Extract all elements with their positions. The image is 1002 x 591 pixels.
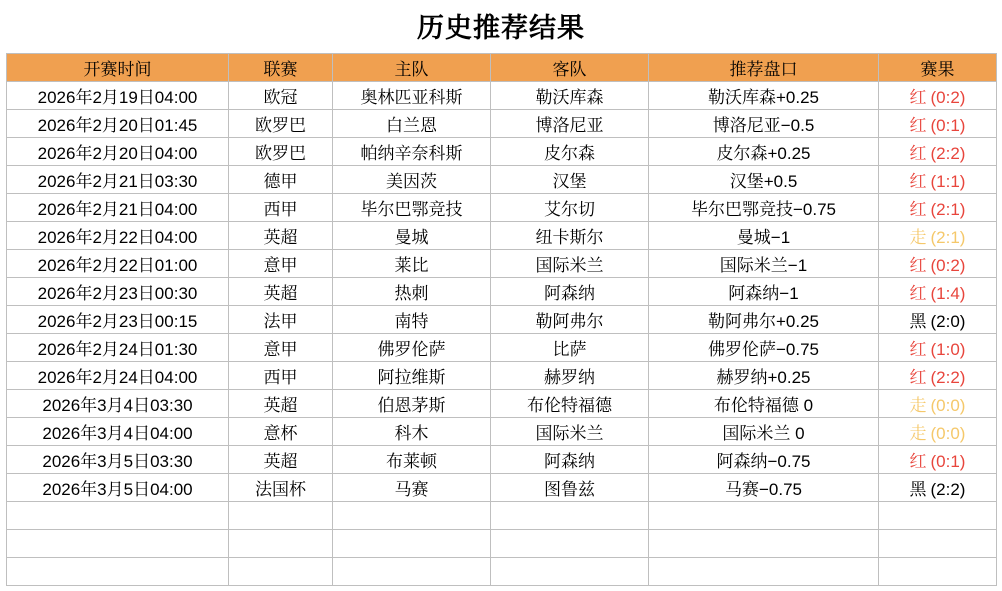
empty-cell[interactable] — [649, 502, 879, 530]
result-score: (2:2) — [930, 480, 966, 499]
empty-row — [7, 558, 997, 586]
cell-pick: 国际米兰−1 — [649, 250, 879, 278]
cell-away: 比萨 — [491, 334, 649, 362]
cell-away: 勒沃库森 — [491, 82, 649, 110]
result-mark: 红 — [909, 144, 927, 163]
result-mark: 红 — [909, 116, 927, 135]
empty-cell[interactable] — [229, 502, 333, 530]
table-row — [7, 138, 997, 166]
cell-home: 伯恩茅斯 — [333, 390, 491, 418]
cell-home: 白兰恩 — [333, 110, 491, 138]
cell-pick: 马赛−0.75 — [649, 474, 879, 502]
cell-home: 布莱顿 — [333, 446, 491, 474]
empty-cell[interactable] — [879, 502, 997, 530]
cell-time: 2026年3月4日03:30 — [7, 390, 229, 418]
cell-time: 2026年3月4日04:00 — [7, 418, 229, 446]
cell-result — [879, 82, 997, 110]
cell-league: 欧罗巴 — [229, 138, 333, 166]
result-score: (2:0) — [930, 312, 966, 331]
cell-home: 曼城 — [333, 222, 491, 250]
cell-pick: 博洛尼亚−0.5 — [649, 110, 879, 138]
cell-league: 德甲 — [229, 166, 333, 194]
cell-result — [879, 250, 997, 278]
table-row — [7, 166, 997, 194]
empty-cell[interactable] — [229, 558, 333, 586]
table-row — [7, 82, 997, 110]
cell-pick: 毕尔巴鄂竞技−0.75 — [649, 194, 879, 222]
empty-cell[interactable] — [7, 530, 229, 558]
cell-league: 意甲 — [229, 334, 333, 362]
cell-result — [879, 446, 997, 474]
cell-home: 南特 — [333, 306, 491, 334]
cell-pick: 佛罗伦萨−0.75 — [649, 334, 879, 362]
table-row — [7, 390, 997, 418]
cell-result — [879, 222, 997, 250]
cell-home: 莱比 — [333, 250, 491, 278]
cell-pick: 阿森纳−1 — [649, 278, 879, 306]
table-body — [7, 82, 997, 586]
cell-away: 艾尔切 — [491, 194, 649, 222]
empty-cell[interactable] — [491, 502, 649, 530]
result-mark: 红 — [909, 452, 927, 471]
result-score: (2:2) — [930, 368, 966, 387]
result-mark: 黑 — [909, 312, 927, 331]
history-results-table — [6, 53, 997, 586]
cell-time: 2026年2月24日04:00 — [7, 362, 229, 390]
cell-result — [879, 390, 997, 418]
cell-pick: 阿森纳−0.75 — [649, 446, 879, 474]
cell-pick: 赫罗纳+0.25 — [649, 362, 879, 390]
table-row — [7, 362, 997, 390]
cell-time: 2026年2月22日04:00 — [7, 222, 229, 250]
cell-result — [879, 362, 997, 390]
cell-time: 2026年2月21日03:30 — [7, 166, 229, 194]
result-score: (0:0) — [930, 424, 966, 443]
empty-cell[interactable] — [879, 530, 997, 558]
cell-pick: 布伦特福德 0 — [649, 390, 879, 418]
result-mark: 红 — [909, 200, 927, 219]
empty-cell[interactable] — [7, 502, 229, 530]
cell-away: 皮尔森 — [491, 138, 649, 166]
cell-league: 意杯 — [229, 418, 333, 446]
result-mark: 走 — [909, 424, 927, 443]
result-score: (0:2) — [930, 88, 966, 107]
empty-cell[interactable] — [229, 530, 333, 558]
cell-away: 汉堡 — [491, 166, 649, 194]
empty-row — [7, 502, 997, 530]
result-score: (1:1) — [930, 172, 966, 191]
cell-pick: 国际米兰 0 — [649, 418, 879, 446]
cell-away: 图鲁兹 — [491, 474, 649, 502]
result-mark: 走 — [909, 396, 927, 415]
result-score: (1:0) — [930, 340, 966, 359]
cell-pick: 曼城−1 — [649, 222, 879, 250]
cell-result — [879, 110, 997, 138]
result-mark: 黑 — [909, 480, 927, 499]
empty-cell[interactable] — [649, 530, 879, 558]
column-header-home[interactable]: 主队 — [333, 54, 491, 82]
cell-league: 法国杯 — [229, 474, 333, 502]
result-mark: 红 — [909, 284, 927, 303]
result-score: (0:1) — [930, 452, 966, 471]
page-title: 历史推荐结果 — [417, 13, 585, 43]
cell-league: 英超 — [229, 390, 333, 418]
result-score: (0:0) — [930, 396, 966, 415]
cell-away: 博洛尼亚 — [491, 110, 649, 138]
result-score: (2:1) — [930, 200, 966, 219]
empty-row — [7, 530, 997, 558]
result-score: (2:1) — [930, 228, 966, 247]
cell-result — [879, 306, 997, 334]
table-row — [7, 222, 997, 250]
result-mark: 红 — [909, 88, 927, 107]
column-header-time[interactable]: 开赛时间 — [7, 54, 229, 82]
cell-result — [879, 474, 997, 502]
cell-away: 阿森纳 — [491, 278, 649, 306]
cell-away: 纽卡斯尔 — [491, 222, 649, 250]
cell-league: 意甲 — [229, 250, 333, 278]
cell-away: 国际米兰 — [491, 250, 649, 278]
result-mark: 红 — [909, 368, 927, 387]
result-score: (2:2) — [930, 144, 966, 163]
cell-league: 西甲 — [229, 194, 333, 222]
cell-time: 2026年2月23日00:30 — [7, 278, 229, 306]
cell-league: 英超 — [229, 278, 333, 306]
cell-time: 2026年2月20日01:45 — [7, 110, 229, 138]
column-header-result[interactable]: 赛果 — [879, 54, 997, 82]
cell-result — [879, 278, 997, 306]
column-header-away[interactable]: 客队 — [491, 54, 649, 82]
cell-time: 2026年2月20日04:00 — [7, 138, 229, 166]
cell-away: 赫罗纳 — [491, 362, 649, 390]
table-header — [7, 54, 997, 82]
cell-home: 马赛 — [333, 474, 491, 502]
empty-cell[interactable] — [333, 502, 491, 530]
cell-home: 阿拉维斯 — [333, 362, 491, 390]
result-mark: 红 — [909, 256, 927, 275]
cell-result — [879, 194, 997, 222]
column-header-pick[interactable]: 推荐盘口 — [649, 54, 879, 82]
result-mark: 红 — [909, 340, 927, 359]
cell-result — [879, 166, 997, 194]
table-row — [7, 306, 997, 334]
cell-time: 2026年3月5日03:30 — [7, 446, 229, 474]
table-row — [7, 334, 997, 362]
cell-away: 阿森纳 — [491, 446, 649, 474]
empty-cell[interactable] — [491, 558, 649, 586]
table-row — [7, 446, 997, 474]
cell-league: 欧罗巴 — [229, 110, 333, 138]
header-row — [7, 54, 997, 82]
result-score: (1:4) — [930, 284, 966, 303]
cell-away: 勒阿弗尔 — [491, 306, 649, 334]
cell-time: 2026年2月21日04:00 — [7, 194, 229, 222]
cell-result — [879, 138, 997, 166]
cell-league: 法甲 — [229, 306, 333, 334]
empty-cell[interactable] — [649, 558, 879, 586]
cell-pick: 勒沃库森+0.25 — [649, 82, 879, 110]
result-mark: 走 — [909, 228, 927, 247]
cell-pick: 汉堡+0.5 — [649, 166, 879, 194]
table-row — [7, 110, 997, 138]
result-mark: 红 — [909, 172, 927, 191]
empty-cell[interactable] — [491, 530, 649, 558]
cell-away: 国际米兰 — [491, 418, 649, 446]
cell-home: 毕尔巴鄂竞技 — [333, 194, 491, 222]
empty-cell[interactable] — [333, 558, 491, 586]
cell-home: 热刺 — [333, 278, 491, 306]
cell-home: 佛罗伦萨 — [333, 334, 491, 362]
cell-home: 奥林匹亚科斯 — [333, 82, 491, 110]
cell-result — [879, 334, 997, 362]
empty-cell[interactable] — [7, 558, 229, 586]
cell-home: 美因茨 — [333, 166, 491, 194]
cell-time: 2026年2月22日01:00 — [7, 250, 229, 278]
table-row — [7, 250, 997, 278]
cell-pick: 皮尔森+0.25 — [649, 138, 879, 166]
cell-time: 2026年3月5日04:00 — [7, 474, 229, 502]
cell-league: 英超 — [229, 446, 333, 474]
cell-time: 2026年2月19日04:00 — [7, 82, 229, 110]
cell-time: 2026年2月23日00:15 — [7, 306, 229, 334]
cell-home: 帕纳辛奈科斯 — [333, 138, 491, 166]
cell-pick: 勒阿弗尔+0.25 — [649, 306, 879, 334]
empty-cell[interactable] — [333, 530, 491, 558]
result-score: (0:2) — [930, 256, 966, 275]
cell-result — [879, 418, 997, 446]
table-row — [7, 474, 997, 502]
cell-league: 欧冠 — [229, 82, 333, 110]
cell-league: 西甲 — [229, 362, 333, 390]
column-header-league[interactable]: 联赛 — [229, 54, 333, 82]
table-row — [7, 418, 997, 446]
cell-time: 2026年2月24日01:30 — [7, 334, 229, 362]
table-row — [7, 278, 997, 306]
result-score: (0:1) — [930, 116, 966, 135]
empty-cell[interactable] — [879, 558, 997, 586]
table-row — [7, 194, 997, 222]
cell-home: 科木 — [333, 418, 491, 446]
cell-away: 布伦特福德 — [491, 390, 649, 418]
cell-league: 英超 — [229, 222, 333, 250]
